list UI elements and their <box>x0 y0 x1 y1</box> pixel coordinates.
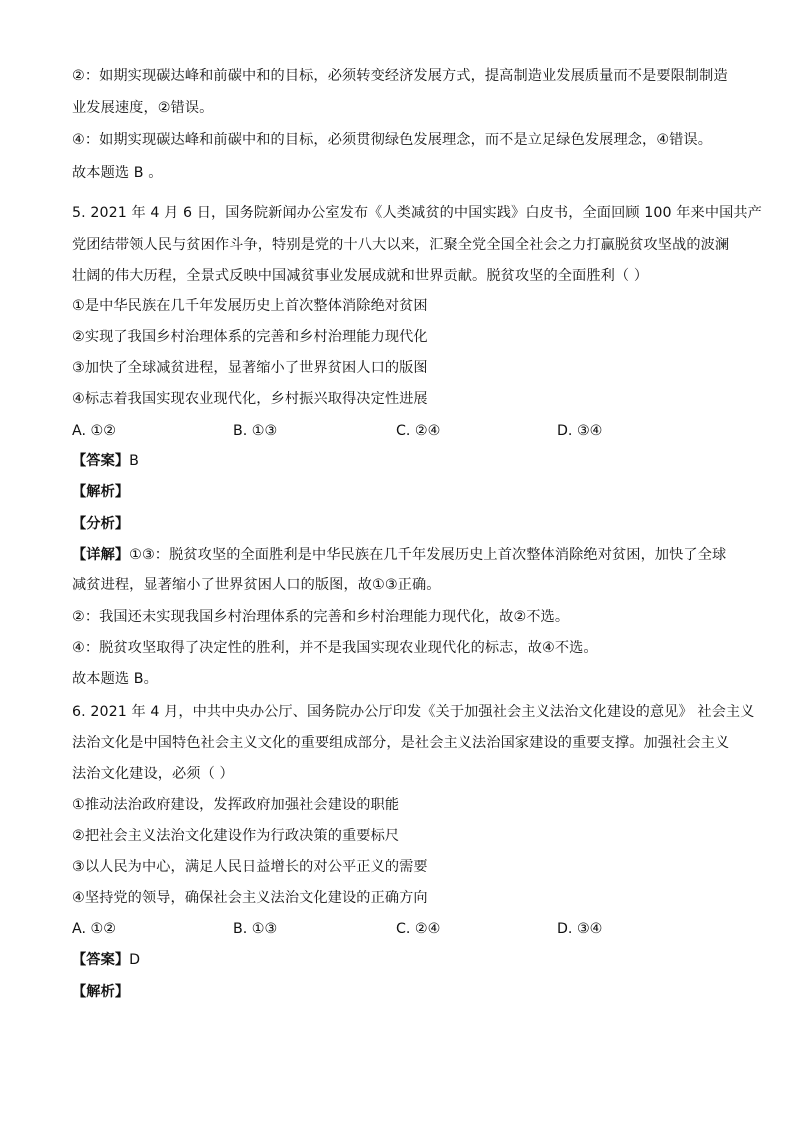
option-a: A. ①② <box>72 921 116 937</box>
option-c: C. ②④ <box>396 423 441 439</box>
question-5-item: ④标志着我国实现农业现代化，乡村振兴取得决定性进展 <box>72 391 428 407</box>
option-c: C. ②④ <box>396 921 441 937</box>
question-5-stem: 壮阔的伟大历程，全景式反映中国减贫事业发展成就和世界贡献。脱贫攻坚的全面胜利（ ） <box>72 268 649 284</box>
detail-line: 减贫进程，显著缩小了世界贫困人口的版图，故①③正确。 <box>72 577 441 593</box>
question-5-item: ①是中华民族在几千年发展历史上首次整体消除绝对贫困 <box>72 298 428 314</box>
question-5-stem: 5. 2021 年 4 月 6 日，国务院新闻办公室发布《人类减贫的中国实践》白皮书，全面回顾 100 年来中国共产 <box>72 205 762 221</box>
option-b: B. ①③ <box>233 921 278 937</box>
option-a: A. ①② <box>72 423 116 439</box>
option-d: D. ③④ <box>557 423 603 439</box>
question-5-item: ②实现了我国乡村治理体系的完善和乡村治理能力现代化 <box>72 329 428 345</box>
detail-line: ④：脱贫攻坚取得了决定性的胜利，并不是我国实现农业现代化的标志，故④不选。 <box>72 640 598 656</box>
question-6-item: ②把社会主义法治文化建设作为行政决策的重要标尺 <box>72 828 400 844</box>
question-6-stem: 法治文化是中国特色社会主义文化的重要组成部分，是社会主义法治国家建设的重要支撑。加强社会主义 <box>72 735 730 751</box>
question-6-item: ③以人民为中心，满足人民日益增长的对公平正义的需要 <box>72 859 428 875</box>
paragraph-line: ④：如期实现碳达峰和前碳中和的目标，必须贯彻绿色发展理念，而不是立足绿色发展理念，④错误。 <box>72 132 713 148</box>
answer-line <box>72 950 140 970</box>
conclusion-line: 故本题选 B 。 <box>72 165 163 181</box>
detail-line: ②：我国还未实现我国乡村治理体系的完善和乡村治理能力现代化，故②不选。 <box>72 609 570 625</box>
question-6-item: ①推动法治政府建设，发挥政府加强社会建设的职能 <box>72 797 400 813</box>
detail-text: ①③：脱贫攻坚的全面胜利是中华民族在几千年发展历史上首次整体消除绝对贫困，加快了全球 <box>129 547 727 563</box>
option-d: D. ③④ <box>557 921 603 937</box>
analysis-label: 【解析】 <box>72 484 130 500</box>
detail-label: 【详解】 <box>72 547 130 563</box>
question-5-stem: 党团结带领人民与贫困作斗争，特别是党的十八大以来，汇聚全党全国全社会之力打赢脱贫攻坚战的波澜 <box>72 237 730 253</box>
analysis-label: 【解析】 <box>72 984 130 1000</box>
question-6-stem: 法治文化建设，必须（ ） <box>72 766 234 782</box>
answer-label: 【答案】 <box>72 453 130 469</box>
question-6-stem: 6. 2021 年 4 月，中共中央办公厅、国务院办公厅印发《关于加强社会主义法治文化建设的意见》 社会主义 <box>72 704 755 720</box>
question-6-item: ④坚持党的领导，确保社会主义法治文化建设的正确方向 <box>72 890 428 906</box>
paragraph-line: ②：如期实现碳达峰和前碳中和的目标，必须转变经济发展方式，提高制造业发展质量而不是要限制制造 <box>72 68 728 84</box>
paragraph-line: 业发展速度，②错误。 <box>72 100 214 116</box>
fenxi-label: 【分析】 <box>72 516 130 532</box>
conclusion-line: 故本题选 B。 <box>72 671 158 687</box>
detail-line <box>72 545 726 565</box>
answer-label: 【答案】 <box>72 952 130 968</box>
answer-value: D <box>129 952 141 968</box>
option-b: B. ①③ <box>233 423 278 439</box>
answer-line <box>72 451 139 471</box>
answer-value: B <box>129 453 139 469</box>
question-5-item: ③加快了全球减贫进程，显著缩小了世界贫困人口的版图 <box>72 360 428 376</box>
